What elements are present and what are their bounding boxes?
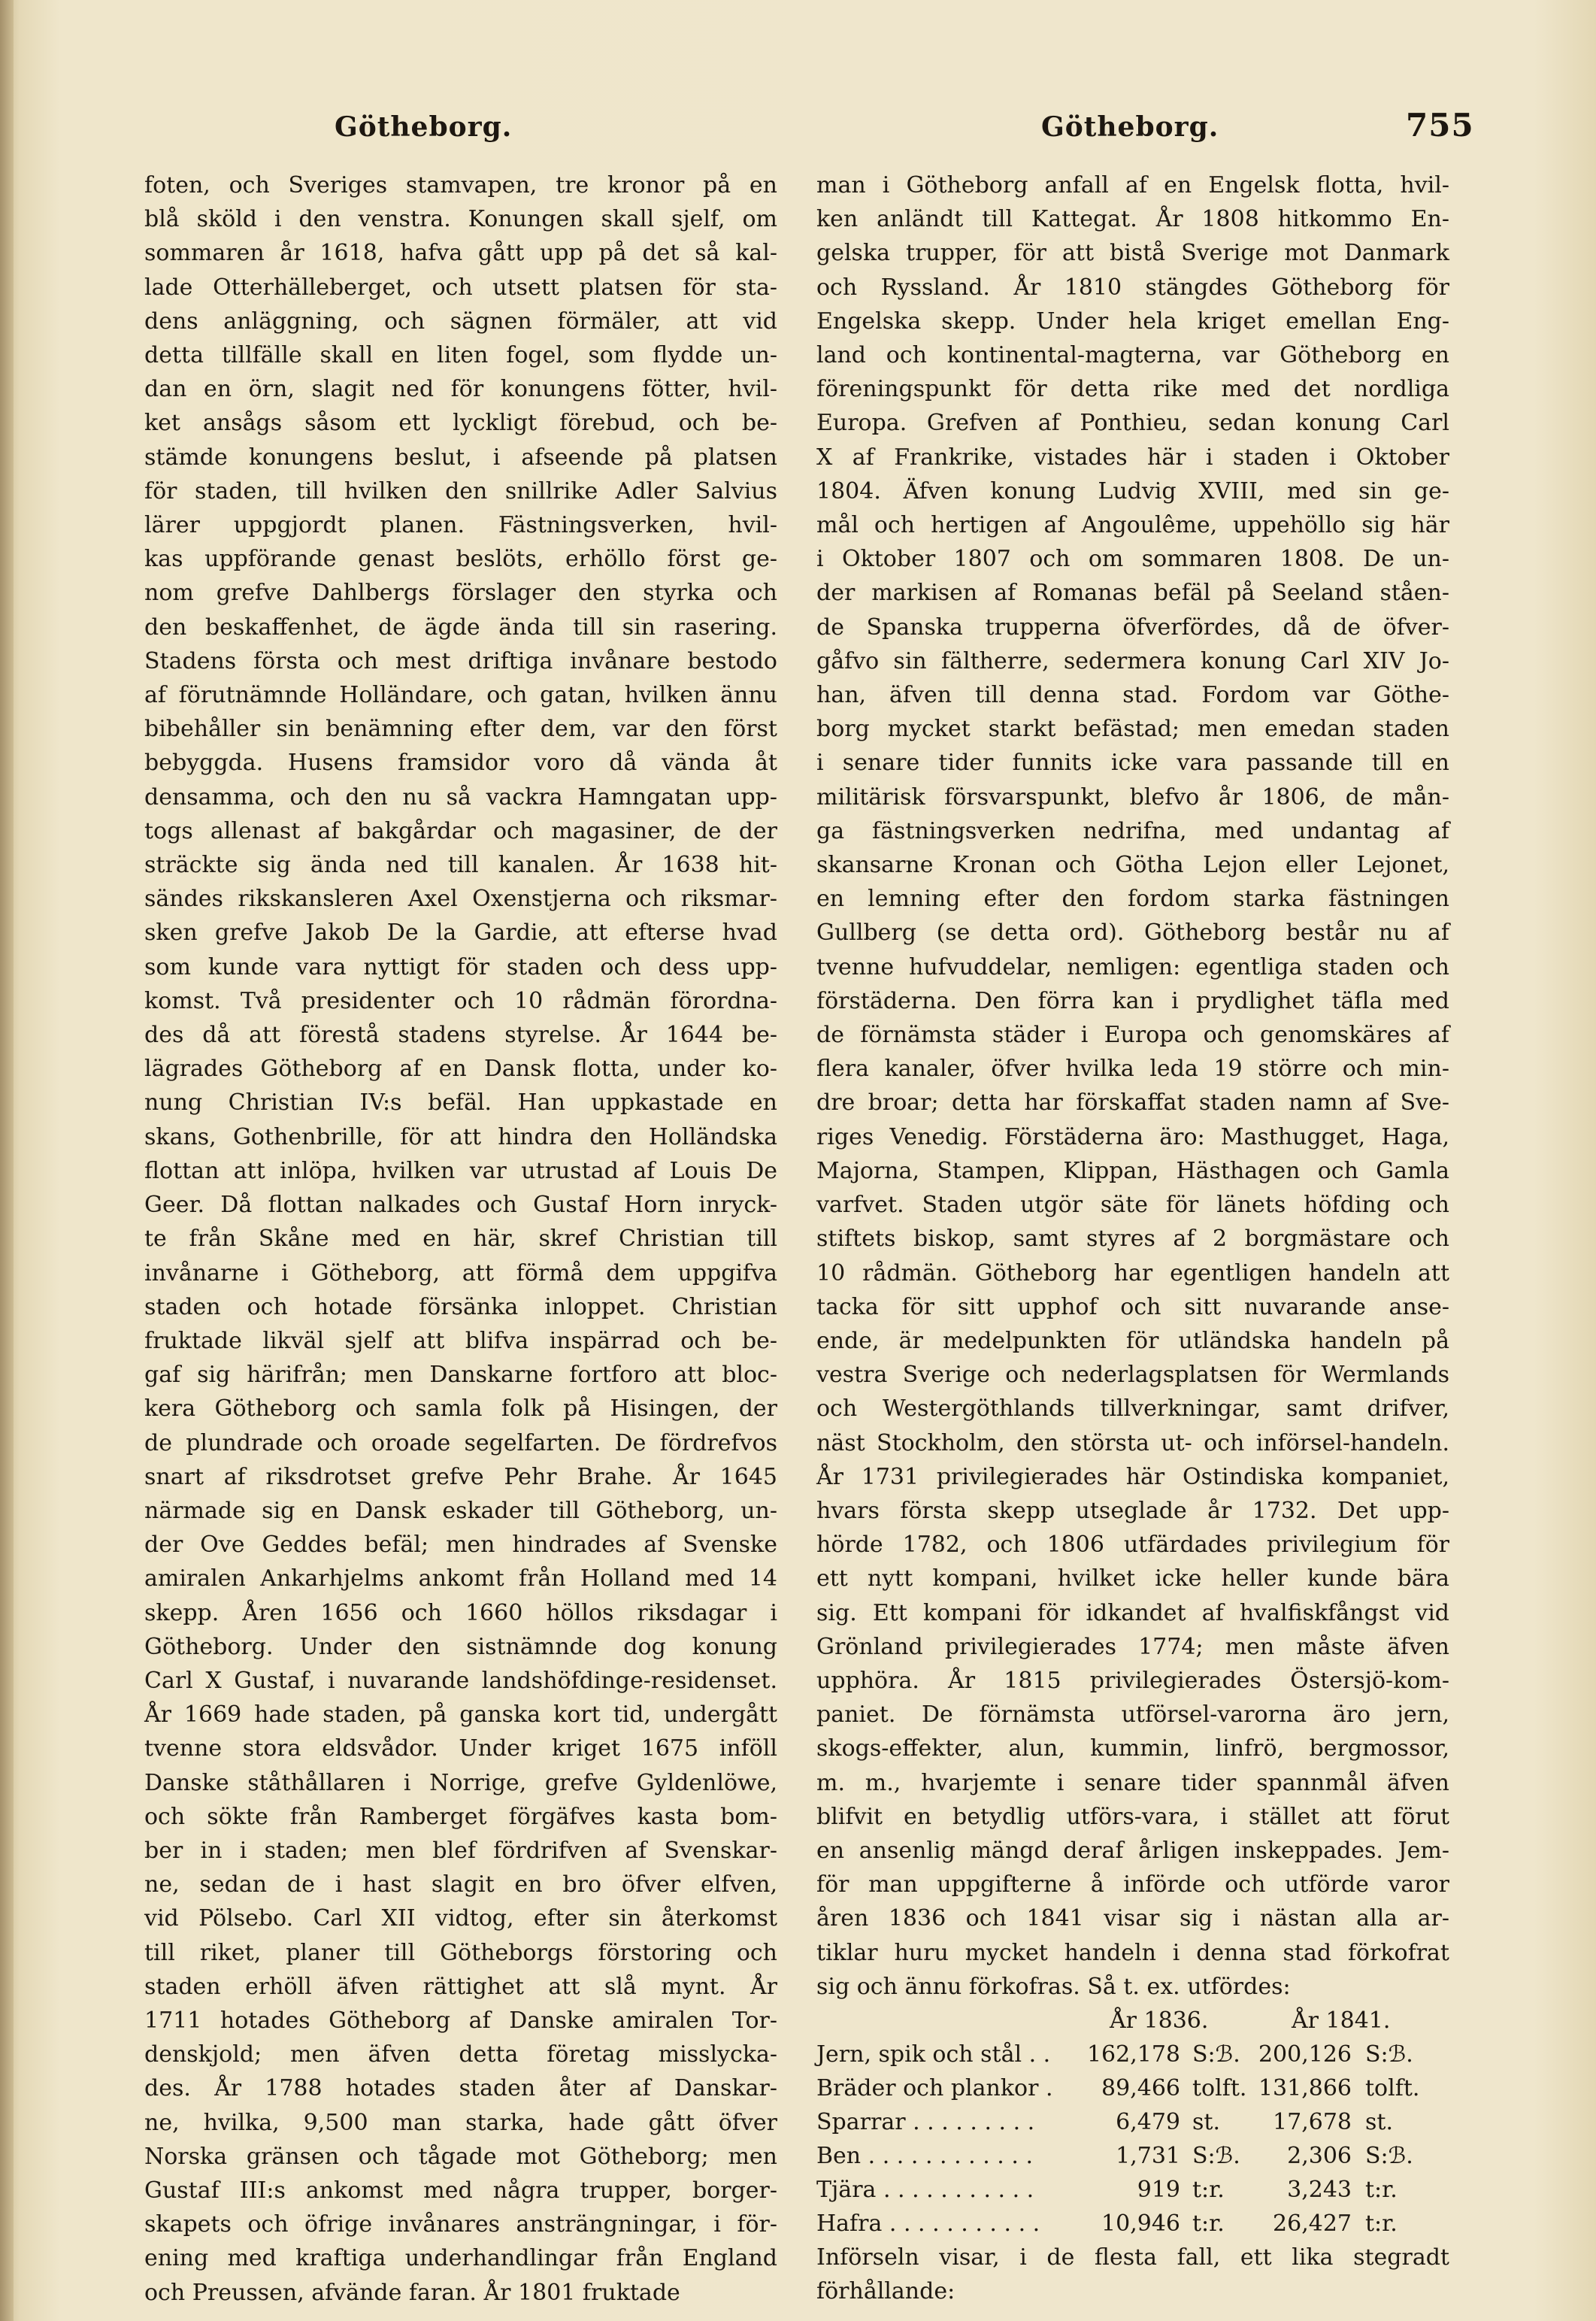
left-column-line: staden och hotade försänka inloppet. Christian (144, 1293, 777, 1320)
left-column-line: bibehåller sin benämning efter dem, var den först (144, 716, 777, 743)
left-column-line: tvenne stora eldsvådor. Under kriget 1675 inföll (144, 1735, 777, 1762)
closing-line: Införseln visar, i de flesta fall, ett lika stegradt (816, 2244, 1449, 2271)
left-column-line: te från Skåne med en här, skref Christian till (144, 1226, 777, 1253)
right-column-line: Majorna, Stampen, Klippan, Hästhagen och Gamla (816, 1157, 1449, 1184)
running-head-right: Götheborg. (1041, 111, 1219, 143)
unit-1836: t:r. (1192, 2176, 1225, 2203)
right-column-line: och Westergöthlands tillverkningar, samt drifver, (816, 1395, 1449, 1423)
right-column-line: Europa. Grefven af Ponthieu, sedan konung Carl (816, 410, 1449, 437)
unit-1841: S:ℬ. (1365, 2142, 1413, 2169)
left-column-line: dens anläggning, och sägnen förmäler, att vid (144, 308, 777, 335)
right-column-line: förstäderna. Den förra kan i prydlighet täfla med (816, 987, 1449, 1014)
left-column-line: och sökte från Ramberget förgäfves kasta bom- (144, 1803, 777, 1830)
left-column-line: Götheborg. Under den sistnämnde dog konung (144, 1633, 777, 1660)
left-column-line: Danske ståthållaren i Norrige, grefve Gyldenlöwe, (144, 1769, 777, 1796)
left-column-line: sken grefve Jakob De la Gardie, att efterse hvad (144, 920, 777, 947)
left-column-line: ket ansågs såsom ett lyckligt förebud, och be- (144, 410, 777, 437)
right-column-line: X af Frankrike, vistades här i staden i Oktober (816, 444, 1449, 471)
left-column-line: gaf sig härifrån; men Danskarne fortforo att bloc- (144, 1362, 777, 1389)
right-column-line: en lemning efter den fordom starka fästningen (816, 886, 1449, 913)
left-column-line: bebyggda. Husens framsidor voro då vända åt (144, 750, 777, 777)
left-column-line: blå sköld i den venstra. Konungen skall sjelf, om (144, 206, 777, 233)
left-column-line: Carl X Gustaf, i nuvarande landshöfdinge-residenset. (144, 1667, 777, 1694)
left-column-line: ne, sedan de i hast slagit en bro öfver elfven, (144, 1871, 777, 1898)
right-column-line: militärisk försvarspunkt, blefvo år 1806, de mån- (816, 783, 1449, 811)
value-1836: 10,946 (1101, 2210, 1180, 2237)
right-column-line: der markisen af Romanas befäl på Seeland ståen- (816, 580, 1449, 607)
unit-1836: tolft. (1192, 2074, 1247, 2101)
left-column-line: sändes rikskansleren Axel Oxenstjerna och riksmar- (144, 886, 777, 913)
closing-paragraph (816, 2241, 1449, 2308)
value-1836: 162,178 (1086, 2041, 1180, 2068)
right-column-line: paniet. De förnämsta utförsel-varorna äro jern, (816, 1701, 1449, 1729)
right-column-line: gåfvo sin fältherre, sedermera konung Carl XIV Jo- (816, 647, 1449, 674)
left-column-line: der Ove Geddes befäl; men hindrades af Svenske (144, 1532, 777, 1559)
unit-1841: st. (1365, 2108, 1393, 2135)
right-column-line: vestra Sverige och nederlagsplatsen för Wermlands (816, 1362, 1449, 1389)
left-column-line: nom grefve Dahlbergs förslager den styrka och (144, 580, 777, 607)
left-column-line: 1711 hotades Götheborg af Danske amiralen Tor- (144, 2007, 777, 2034)
left-column-line: kas uppförande genast beslöts, erhöllo först ge- (144, 546, 777, 573)
page-spine-shadow (0, 0, 14, 2321)
closing-line: förhållande: (816, 2278, 955, 2305)
right-column-line: i senare tider funnits icke vara passande till en (816, 750, 1449, 777)
right-column-line: upphöra. År 1815 privilegierades Östersjö-kom- (816, 1667, 1449, 1694)
right-column-line: flera kanaler, öfver hvilka leda 19 större och min- (816, 1056, 1449, 1083)
right-column-line: sig. Ett kompani för idkandet af hvalfiskfångst vid (816, 1599, 1449, 1626)
left-column-line: staden erhöll äfven rättighet att slå mynt. År (144, 1973, 777, 2000)
trade-table-row (816, 2173, 1449, 2207)
left-column-line: foten, och Sveriges stamvapen, tre kronor på en (144, 172, 777, 198)
unit-1841: tolft. (1365, 2074, 1420, 2101)
year-1836-header: År 1836. (1110, 2007, 1209, 2034)
trade-table-row (816, 2207, 1449, 2241)
left-column-line: skapets och öfrige invånares ansträngningar, i för- (144, 2211, 777, 2238)
left-column-line: flottan att inlöpa, hvilken var utrustad af Louis De (144, 1157, 777, 1184)
right-column-line: föreningspunkt för detta rike med det nordliga (816, 376, 1449, 403)
left-column-line: vid Pölsebo. Carl XII vidtog, efter sin återkomst (144, 1905, 777, 1932)
left-column-line: som kunde vara nyttigt för staden och dess upp- (144, 953, 777, 980)
left-column-line: ber in i staden; men blef fördrifven af Svenskar- (144, 1837, 777, 1864)
right-column-line: land och kontinental-magterna, var Götheborg en (816, 342, 1449, 369)
right-column-line: sig och ännu förkofras. Så t. ex. utfördes: (816, 1973, 1291, 2000)
right-column-line: ken anländt till Kattegat. År 1808 hitkommo En- (816, 206, 1449, 233)
trade-item-name: Ben . . . . . . . . . . . . (816, 2142, 1033, 2169)
right-column-line: åren 1836 och 1841 visar sig i nästan alla ar- (816, 1905, 1449, 1932)
right-column-line: m. m., hvarjemte i senare tider spannmål äfven (816, 1769, 1449, 1796)
left-column-line: Gustaf III:s ankomst med några trupper, borger- (144, 2177, 777, 2204)
left-column-line: lärer uppgjordt planen. Fästningsverken, hvil- (144, 512, 777, 539)
right-column-line: han, äfven till denna stad. Fordom var Göthe- (816, 682, 1449, 709)
left-text-column (144, 168, 777, 2310)
right-column-line: 10 rådmän. Götheborg har egentligen handeln att (816, 1259, 1449, 1286)
left-column-line: närmade sig en Dansk eskader till Götheborg, un- (144, 1497, 777, 1524)
trade-item-name: Jern, spik och stål . . (816, 2041, 1051, 2068)
right-column-line: skansarne Kronan och Götha Lejon eller Lejonet, (816, 852, 1449, 879)
left-column-line: kera Götheborg och samla folk på Hisingen, der (144, 1395, 777, 1423)
right-column-line: Engelska skepp. Under hela kriget emellan Eng- (816, 308, 1449, 335)
left-column-line: af förutnämnde Holländare, och gatan, hvilken ännu (144, 682, 777, 709)
trade-item-name: Sparrar . . . . . . . . . (816, 2108, 1035, 2135)
right-column-line: skogs-effekter, alun, kummin, linfrö, bergmossor, (816, 1735, 1449, 1762)
left-column-line: År 1669 hade staden, på ganska kort tid, undergått (144, 1701, 777, 1729)
right-column-line: tvenne hufvuddelar, nemligen: egentliga staden och (816, 953, 1449, 980)
unit-1836: S:ℬ. (1192, 2041, 1240, 2068)
unit-1836: t:r. (1192, 2210, 1225, 2237)
value-1841: 2,306 (1287, 2142, 1352, 2169)
value-1841: 200,126 (1258, 2041, 1352, 2068)
unit-1841: S:ℬ. (1365, 2041, 1413, 2068)
right-column-line: gelska trupper, för att bistå Sverige mot Danmark (816, 240, 1449, 267)
trade-table-header (816, 2004, 1449, 2038)
left-column-line: snart af riksdrotset grefve Pehr Brahe. År 1645 (144, 1463, 777, 1490)
trade-table (816, 2038, 1449, 2241)
left-column-line: Stadens första och mest driftiga invånare bestodo (144, 647, 777, 674)
right-column-line: näst Stockholm, den största ut- och införsel-handeln. (816, 1429, 1449, 1456)
right-column-paragraph (816, 168, 1449, 2004)
right-column-line: stiftets biskop, samt styres af 2 borgmästare och (816, 1226, 1449, 1253)
left-column-line: lade Otterhälleberget, och utsett platsen för sta- (144, 274, 777, 301)
left-column-line: lägrades Götheborg af en Dansk flotta, under ko- (144, 1056, 777, 1083)
right-column-line: riges Venedig. Förstäderna äro: Masthugget, Haga, (816, 1123, 1449, 1150)
left-column-line: amiralen Ankarhjelms ankomt från Holland med 14 (144, 1565, 777, 1592)
value-1836: 919 (1137, 2176, 1180, 2203)
value-1836: 6,479 (1116, 2108, 1180, 2135)
value-1841: 26,427 (1273, 2210, 1352, 2237)
left-column-line: des då att förestå stadens styrelse. År 1644 be- (144, 1022, 777, 1049)
left-column-line: sträckte sig ända ned till kanalen. År 1638 hit- (144, 852, 777, 879)
right-column-line: blifvit en betydlig utförs-vara, i stället att förut (816, 1803, 1449, 1830)
right-column-line: tiklar huru mycket handeln i denna stad förkofrat (816, 1939, 1449, 1966)
right-column-line: ga fästningsverken nedrifna, med undantag af (816, 817, 1449, 844)
right-column-line: och Ryssland. År 1810 stängdes Götheborg för (816, 274, 1449, 301)
left-column-line: ening med kraftiga underhandlingar från England (144, 2245, 777, 2272)
value-1836: 1,731 (1116, 2142, 1180, 2169)
value-1841: 17,678 (1273, 2108, 1352, 2135)
right-column-line: Grönland privilegierades 1774; men måste äfven (816, 1633, 1449, 1660)
right-column-line: mål och hertigen af Angoulême, uppehöllo sig här (816, 512, 1449, 539)
left-column-line: dan en örn, slagit ned för konungens fötter, hvil- (144, 376, 777, 403)
right-column-line: varfvet. Staden utgör säte för länets höfding och (816, 1192, 1449, 1219)
right-column-line: 1804. Äfven konung Ludvig XVIII, med sin ge- (816, 477, 1449, 504)
left-column-line: stämde konungens beslut, i afseende på platsen (144, 444, 777, 471)
left-column-line: skans, Gothenbrille, för att hindra den Holländska (144, 1123, 777, 1150)
left-column-line: och Preussen, afvände faran. År 1801 fruktade (144, 2279, 680, 2306)
left-column-line: komst. Två presidenter och 10 rådmän förordna- (144, 987, 777, 1014)
left-column-line: skepp. Åren 1656 och 1660 höllos riksdagar i (144, 1599, 777, 1626)
right-column-line: ett nytt kompani, hvilket icke heller kunde bära (816, 1565, 1449, 1592)
right-column-line: hvars första skepp utseglade år 1732. Det upp- (816, 1497, 1449, 1524)
trade-table-row (816, 2038, 1449, 2071)
left-column-line: togs allenast af bakgårdar och magasiner, de der (144, 817, 777, 844)
trade-item-name: Hafra . . . . . . . . . . . (816, 2210, 1040, 2237)
right-column-line: en ansenlig mängd deraf årligen inskeppades. Jem- (816, 1837, 1449, 1864)
right-column-line: tacka för sitt upphof och sitt nuvarande anse- (816, 1293, 1449, 1320)
right-column-line: Gullberg (se detta ord). Götheborg består nu af (816, 920, 1449, 947)
value-1836: 89,466 (1101, 2074, 1180, 2101)
left-column-line: des. År 1788 hotades staden åter af Danskar- (144, 2075, 777, 2102)
right-text-column (816, 168, 1449, 2308)
left-column-line: nung Christian IV:s befäl. Han uppkastade en (144, 1089, 777, 1117)
value-1841: 3,243 (1287, 2176, 1352, 2203)
right-column-line: borg mycket starkt befästad; men emedan staden (816, 716, 1449, 743)
right-column-line: hörde 1782, och 1806 utfärdades privilegium för (816, 1532, 1449, 1559)
right-column-line: dre broar; detta har förskaffat staden namn af Sve- (816, 1089, 1449, 1117)
left-column-line: Geer. Då flottan nalkades och Gustaf Horn inryck- (144, 1192, 777, 1219)
left-column-line: ne, hvilka, 9,500 man starka, hade gått öfver (144, 2109, 777, 2136)
left-column-line: den beskaffenhet, de ägde ända till sin rasering. (144, 614, 777, 641)
unit-1841: t:r. (1365, 2210, 1398, 2237)
unit-1836: S:ℬ. (1192, 2142, 1240, 2169)
left-column-line: denskjold; men äfven detta företag misslycka- (144, 2041, 777, 2068)
left-column-line: invånarne i Götheborg, att förmå dem uppgifva (144, 1259, 777, 1286)
trade-table-row (816, 2071, 1449, 2105)
right-column-line: i Oktober 1807 och om sommaren 1808. De un- (816, 546, 1449, 573)
left-column-line: Norska gränsen och tågade mot Götheborg; men (144, 2143, 777, 2170)
trade-table-row (816, 2105, 1449, 2139)
left-column-line: de plundrade och oroade segelfarten. De fördrefvos (144, 1429, 777, 1456)
left-column-line: detta tillfälle skall en liten fogel, som flydde un- (144, 342, 777, 369)
right-column-line: ende, är medelpunkten för utländska handeln på (816, 1327, 1449, 1354)
right-column-line: man i Götheborg anfall af en Engelsk flotta, hvil- (816, 172, 1449, 198)
right-column-line: de Spanska trupperna öfverfördes, då de öfver- (816, 614, 1449, 641)
page-number: 755 (1406, 107, 1474, 144)
right-column-line: År 1731 privilegierades här Ostindiska kompaniet, (816, 1463, 1449, 1490)
running-head-left: Götheborg. (335, 111, 513, 143)
right-column-line: för man uppgifterne å införde och utförde varor (816, 1871, 1449, 1898)
left-column-line: sommaren år 1618, hafva gått upp på det så kal- (144, 240, 777, 267)
unit-1836: st. (1192, 2108, 1220, 2135)
left-column-line: för staden, till hvilken den snillrike Adler Salvius (144, 477, 777, 504)
left-column-line: till riket, planer till Götheborgs förstoring och (144, 1939, 777, 1966)
value-1841: 131,866 (1258, 2074, 1352, 2101)
right-column-line: de förnämsta städer i Europa och genomskäres af (816, 1022, 1449, 1049)
unit-1841: t:r. (1365, 2176, 1398, 2203)
year-1841-header: År 1841. (1292, 2007, 1391, 2034)
trade-table-row (816, 2139, 1449, 2173)
trade-item-name: Bräder och plankor . (816, 2074, 1053, 2101)
left-column-line: densamma, och den nu så vackra Hamngatan upp- (144, 783, 777, 811)
trade-item-name: Tjära . . . . . . . . . . . (816, 2176, 1034, 2203)
left-column-line: fruktade likväl sjelf att blifva inspärrad och be- (144, 1327, 777, 1354)
